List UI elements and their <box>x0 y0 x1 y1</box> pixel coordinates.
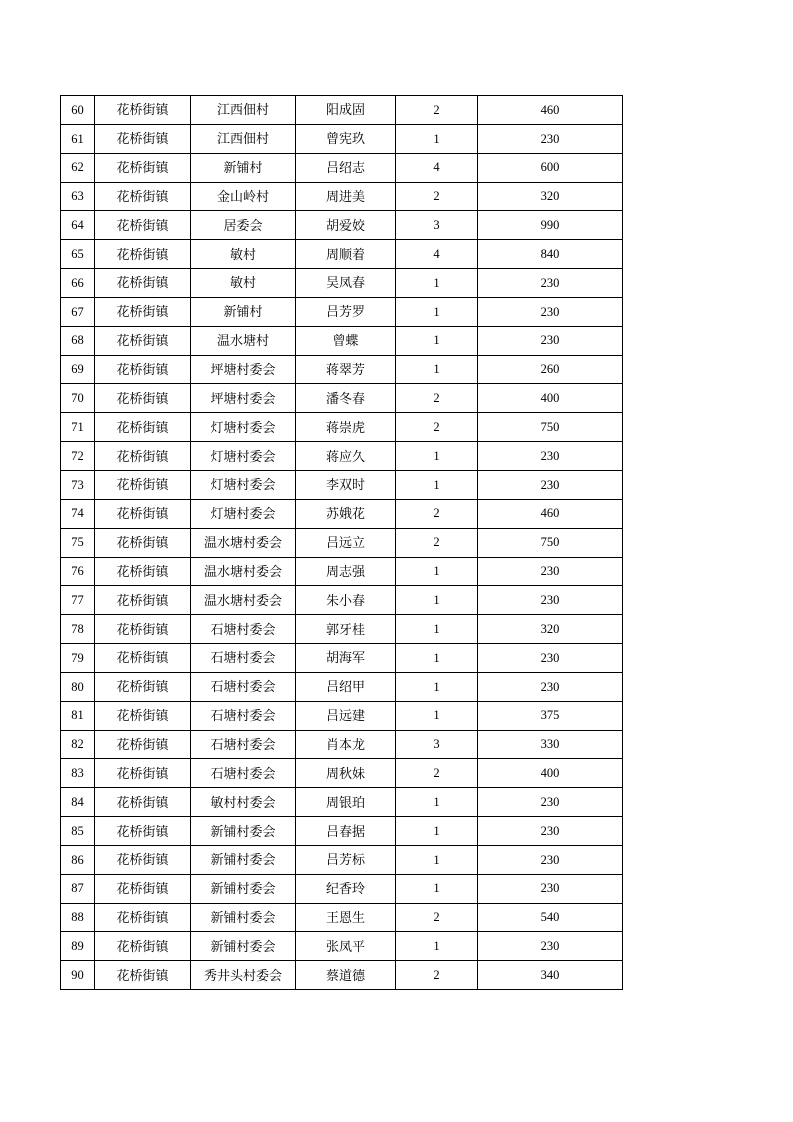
cell-town: 花桥街镇 <box>95 182 191 211</box>
cell-count: 2 <box>396 384 478 413</box>
cell-name: 周秋妹 <box>296 759 396 788</box>
cell-village: 江西佃村 <box>191 96 296 125</box>
cell-count: 1 <box>396 615 478 644</box>
cell-amount: 400 <box>478 759 623 788</box>
table-row <box>61 701 623 730</box>
cell-name: 朱小春 <box>296 586 396 615</box>
cell-count: 1 <box>396 557 478 586</box>
cell-town: 花桥街镇 <box>95 96 191 125</box>
cell-name: 阳成固 <box>296 96 396 125</box>
cell-village: 江西佃村 <box>191 124 296 153</box>
cell-amount: 230 <box>478 586 623 615</box>
table-row <box>61 269 623 298</box>
cell-count: 1 <box>396 269 478 298</box>
cell-name: 李双时 <box>296 470 396 499</box>
cell-name: 蒋应久 <box>296 442 396 471</box>
cell-count: 1 <box>396 326 478 355</box>
cell-town: 花桥街镇 <box>95 874 191 903</box>
cell-town: 花桥街镇 <box>95 124 191 153</box>
cell-name: 周志强 <box>296 557 396 586</box>
cell-amount: 230 <box>478 297 623 326</box>
cell-village: 新铺村委会 <box>191 874 296 903</box>
cell-village: 石塘村委会 <box>191 730 296 759</box>
cell-amount: 230 <box>478 326 623 355</box>
cell-amount: 230 <box>478 470 623 499</box>
cell-amount: 230 <box>478 442 623 471</box>
cell-count: 1 <box>396 644 478 673</box>
cell-count: 1 <box>396 845 478 874</box>
cell-count: 1 <box>396 355 478 384</box>
cell-village: 温水塘村 <box>191 326 296 355</box>
cell-seq: 68 <box>61 326 95 355</box>
cell-name: 周银珀 <box>296 788 396 817</box>
cell-amount: 260 <box>478 355 623 384</box>
cell-town: 花桥街镇 <box>95 701 191 730</box>
cell-village: 秀井头村委会 <box>191 961 296 990</box>
cell-amount: 990 <box>478 211 623 240</box>
cell-seq: 80 <box>61 672 95 701</box>
cell-amount: 230 <box>478 124 623 153</box>
cell-seq: 65 <box>61 240 95 269</box>
table-row <box>61 788 623 817</box>
table-row <box>61 961 623 990</box>
cell-town: 花桥街镇 <box>95 932 191 961</box>
cell-seq: 85 <box>61 817 95 846</box>
cell-seq: 78 <box>61 615 95 644</box>
cell-village: 敏村 <box>191 269 296 298</box>
cell-village: 新铺村委会 <box>191 932 296 961</box>
table-row <box>61 932 623 961</box>
cell-amount: 230 <box>478 874 623 903</box>
table-row <box>61 153 623 182</box>
cell-name: 肖本龙 <box>296 730 396 759</box>
cell-seq: 83 <box>61 759 95 788</box>
cell-town: 花桥街镇 <box>95 384 191 413</box>
cell-town: 花桥街镇 <box>95 644 191 673</box>
cell-town: 花桥街镇 <box>95 153 191 182</box>
cell-town: 花桥街镇 <box>95 269 191 298</box>
cell-amount: 540 <box>478 903 623 932</box>
cell-amount: 230 <box>478 817 623 846</box>
cell-village: 灯塘村委会 <box>191 470 296 499</box>
cell-town: 花桥街镇 <box>95 326 191 355</box>
cell-seq: 73 <box>61 470 95 499</box>
table-row <box>61 211 623 240</box>
cell-village: 坪塘村委会 <box>191 355 296 384</box>
cell-amount: 375 <box>478 701 623 730</box>
cell-town: 花桥街镇 <box>95 355 191 384</box>
cell-count: 1 <box>396 874 478 903</box>
cell-count: 2 <box>396 96 478 125</box>
cell-village: 新铺村委会 <box>191 845 296 874</box>
cell-amount: 400 <box>478 384 623 413</box>
cell-amount: 230 <box>478 932 623 961</box>
cell-name: 吴凤春 <box>296 269 396 298</box>
cell-town: 花桥街镇 <box>95 413 191 442</box>
cell-village: 居委会 <box>191 211 296 240</box>
cell-count: 4 <box>396 153 478 182</box>
cell-name: 纪香玲 <box>296 874 396 903</box>
cell-seq: 60 <box>61 96 95 125</box>
cell-village: 灯塘村委会 <box>191 413 296 442</box>
cell-name: 曾宪玖 <box>296 124 396 153</box>
cell-amount: 330 <box>478 730 623 759</box>
cell-amount: 600 <box>478 153 623 182</box>
cell-village: 新铺村委会 <box>191 817 296 846</box>
table-row <box>61 96 623 125</box>
cell-amount: 320 <box>478 182 623 211</box>
cell-name: 周进美 <box>296 182 396 211</box>
cell-count: 1 <box>396 586 478 615</box>
cell-amount: 340 <box>478 961 623 990</box>
cell-seq: 79 <box>61 644 95 673</box>
cell-seq: 69 <box>61 355 95 384</box>
cell-name: 王恩生 <box>296 903 396 932</box>
cell-name: 吕远立 <box>296 528 396 557</box>
cell-amount: 750 <box>478 528 623 557</box>
table-row <box>61 297 623 326</box>
cell-village: 坪塘村委会 <box>191 384 296 413</box>
cell-village: 新铺村委会 <box>191 903 296 932</box>
table-row <box>61 499 623 528</box>
cell-village: 石塘村委会 <box>191 615 296 644</box>
cell-seq: 70 <box>61 384 95 413</box>
table-row <box>61 355 623 384</box>
table-row <box>61 672 623 701</box>
cell-town: 花桥街镇 <box>95 730 191 759</box>
cell-town: 花桥街镇 <box>95 240 191 269</box>
cell-count: 1 <box>396 701 478 730</box>
cell-town: 花桥街镇 <box>95 817 191 846</box>
cell-amount: 230 <box>478 672 623 701</box>
cell-town: 花桥街镇 <box>95 845 191 874</box>
cell-name: 蔡道德 <box>296 961 396 990</box>
cell-town: 花桥街镇 <box>95 528 191 557</box>
cell-amount: 460 <box>478 96 623 125</box>
cell-seq: 71 <box>61 413 95 442</box>
cell-count: 2 <box>396 182 478 211</box>
cell-count: 1 <box>396 442 478 471</box>
cell-name: 蒋崇虎 <box>296 413 396 442</box>
cell-count: 2 <box>396 528 478 557</box>
table-row <box>61 528 623 557</box>
cell-seq: 89 <box>61 932 95 961</box>
table-row <box>61 182 623 211</box>
cell-count: 2 <box>396 499 478 528</box>
cell-count: 2 <box>396 961 478 990</box>
table-row <box>61 384 623 413</box>
cell-count: 1 <box>396 932 478 961</box>
cell-seq: 87 <box>61 874 95 903</box>
cell-seq: 74 <box>61 499 95 528</box>
cell-name: 蒋翠芳 <box>296 355 396 384</box>
cell-seq: 62 <box>61 153 95 182</box>
cell-name: 胡爱姣 <box>296 211 396 240</box>
table-row <box>61 644 623 673</box>
cell-village: 石塘村委会 <box>191 672 296 701</box>
cell-name: 郭牙桂 <box>296 615 396 644</box>
subsidy-table <box>60 95 623 990</box>
cell-village: 金山岭村 <box>191 182 296 211</box>
cell-count: 2 <box>396 759 478 788</box>
cell-town: 花桥街镇 <box>95 557 191 586</box>
cell-town: 花桥街镇 <box>95 586 191 615</box>
cell-count: 3 <box>396 211 478 240</box>
cell-village: 灯塘村委会 <box>191 499 296 528</box>
cell-seq: 76 <box>61 557 95 586</box>
cell-village: 敏村村委会 <box>191 788 296 817</box>
cell-count: 1 <box>396 470 478 499</box>
cell-seq: 63 <box>61 182 95 211</box>
cell-name: 苏娥花 <box>296 499 396 528</box>
table-row <box>61 326 623 355</box>
cell-village: 温水塘村委会 <box>191 528 296 557</box>
cell-seq: 66 <box>61 269 95 298</box>
cell-village: 石塘村委会 <box>191 759 296 788</box>
table-row <box>61 470 623 499</box>
cell-town: 花桥街镇 <box>95 470 191 499</box>
cell-count: 2 <box>396 413 478 442</box>
cell-count: 3 <box>396 730 478 759</box>
cell-village: 新铺村 <box>191 153 296 182</box>
cell-village: 新铺村 <box>191 297 296 326</box>
cell-town: 花桥街镇 <box>95 672 191 701</box>
cell-town: 花桥街镇 <box>95 759 191 788</box>
table-row <box>61 557 623 586</box>
cell-town: 花桥街镇 <box>95 615 191 644</box>
table-row <box>61 615 623 644</box>
table-row <box>61 442 623 471</box>
cell-count: 1 <box>396 817 478 846</box>
table-row <box>61 845 623 874</box>
cell-count: 2 <box>396 903 478 932</box>
cell-seq: 90 <box>61 961 95 990</box>
cell-name: 吕春据 <box>296 817 396 846</box>
table-row <box>61 817 623 846</box>
cell-count: 1 <box>396 124 478 153</box>
cell-name: 吕远建 <box>296 701 396 730</box>
cell-seq: 82 <box>61 730 95 759</box>
cell-count: 1 <box>396 672 478 701</box>
table-container <box>60 95 623 990</box>
cell-village: 温水塘村委会 <box>191 557 296 586</box>
table-row <box>61 413 623 442</box>
cell-amount: 230 <box>478 269 623 298</box>
table-row <box>61 124 623 153</box>
cell-amount: 750 <box>478 413 623 442</box>
cell-count: 1 <box>396 297 478 326</box>
cell-seq: 88 <box>61 903 95 932</box>
table-body <box>61 96 623 990</box>
table-row <box>61 874 623 903</box>
cell-seq: 84 <box>61 788 95 817</box>
cell-village: 温水塘村委会 <box>191 586 296 615</box>
cell-count: 4 <box>396 240 478 269</box>
cell-name: 吕绍志 <box>296 153 396 182</box>
cell-seq: 86 <box>61 845 95 874</box>
cell-amount: 840 <box>478 240 623 269</box>
cell-name: 吕芳罗 <box>296 297 396 326</box>
cell-name: 吕绍甲 <box>296 672 396 701</box>
cell-town: 花桥街镇 <box>95 961 191 990</box>
cell-name: 胡海军 <box>296 644 396 673</box>
cell-town: 花桥街镇 <box>95 903 191 932</box>
cell-town: 花桥街镇 <box>95 442 191 471</box>
table-row <box>61 903 623 932</box>
cell-seq: 77 <box>61 586 95 615</box>
cell-town: 花桥街镇 <box>95 788 191 817</box>
cell-village: 石塘村委会 <box>191 701 296 730</box>
cell-amount: 230 <box>478 845 623 874</box>
cell-village: 灯塘村委会 <box>191 442 296 471</box>
cell-name: 曾蝶 <box>296 326 396 355</box>
cell-seq: 75 <box>61 528 95 557</box>
cell-amount: 230 <box>478 788 623 817</box>
cell-name: 张凤平 <box>296 932 396 961</box>
cell-name: 潘冬春 <box>296 384 396 413</box>
cell-amount: 230 <box>478 557 623 586</box>
cell-village: 石塘村委会 <box>191 644 296 673</box>
cell-seq: 61 <box>61 124 95 153</box>
cell-count: 1 <box>396 788 478 817</box>
cell-seq: 81 <box>61 701 95 730</box>
cell-town: 花桥街镇 <box>95 211 191 240</box>
cell-amount: 230 <box>478 644 623 673</box>
cell-amount: 460 <box>478 499 623 528</box>
cell-town: 花桥街镇 <box>95 499 191 528</box>
cell-seq: 64 <box>61 211 95 240</box>
table-row <box>61 730 623 759</box>
cell-amount: 320 <box>478 615 623 644</box>
cell-seq: 72 <box>61 442 95 471</box>
cell-town: 花桥街镇 <box>95 297 191 326</box>
cell-name: 周顺着 <box>296 240 396 269</box>
table-row <box>61 586 623 615</box>
table-row <box>61 240 623 269</box>
cell-seq: 67 <box>61 297 95 326</box>
table-row <box>61 759 623 788</box>
cell-village: 敏村 <box>191 240 296 269</box>
cell-name: 吕芳标 <box>296 845 396 874</box>
